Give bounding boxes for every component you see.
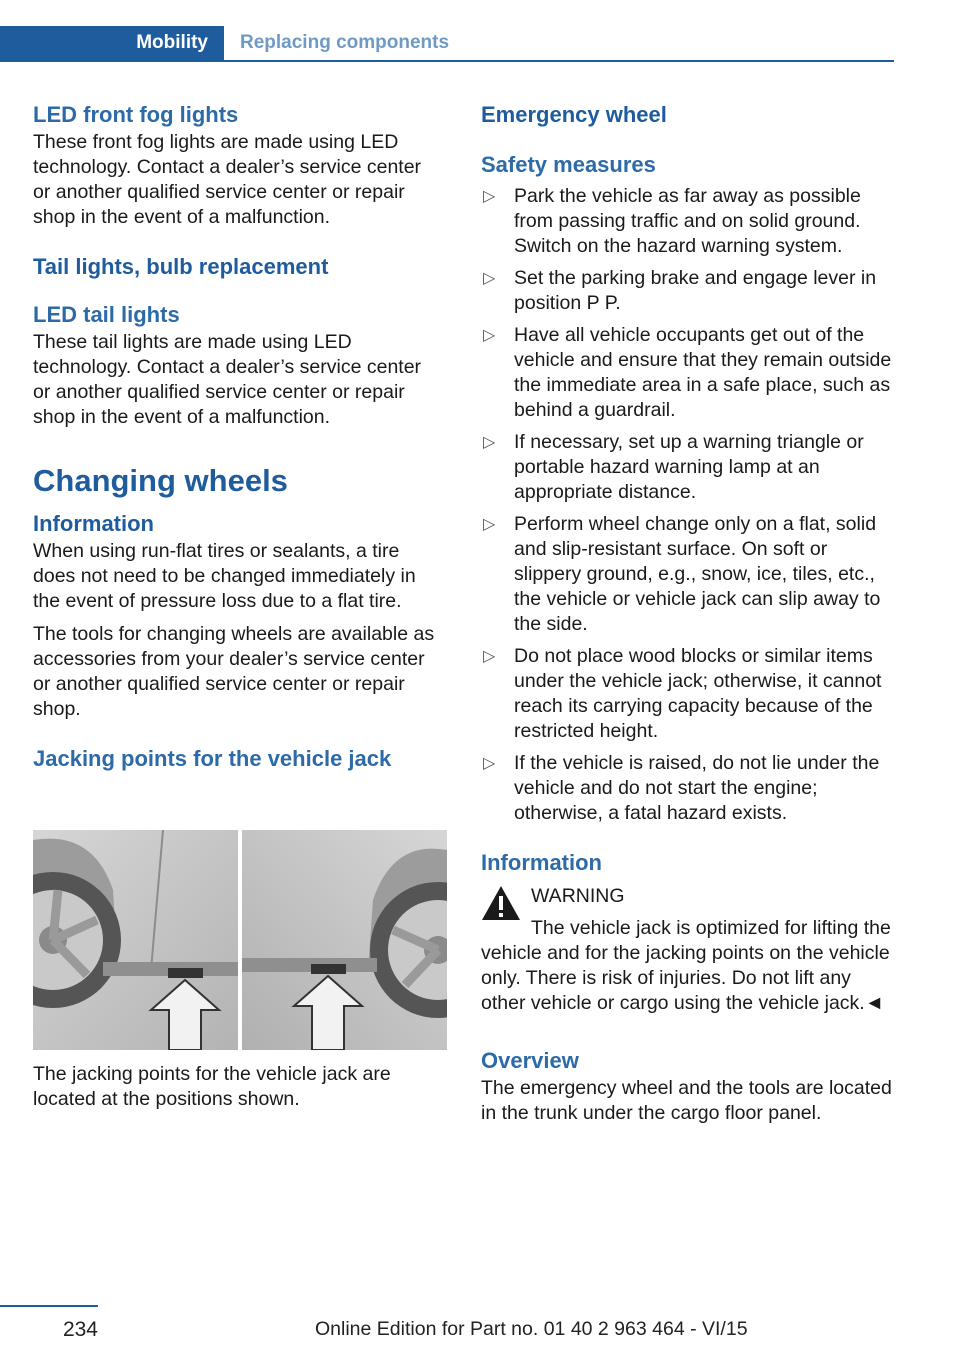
footer-divider [0, 1305, 98, 1307]
emergency-information-heading: Information [481, 850, 602, 875]
safety-measures-list [481, 184, 893, 826]
triangle-bullet-icon: ▷ [483, 270, 496, 287]
page-number: 234 [62, 1318, 98, 1341]
emergency-wheel-heading: Emergency wheel [481, 102, 667, 127]
triangle-bullet-icon: ▷ [483, 188, 496, 205]
jacking-points-caption: The jacking points for the vehicle jack are located at the positions shown. [33, 1063, 391, 1110]
triangle-bullet-icon: ▷ [483, 434, 496, 451]
jacking-points-illustration [33, 830, 447, 1050]
overview-text: The emergency wheel and the tools are located in the trunk under the cargo floor panel. [481, 1077, 892, 1124]
information-text-2: The tools for changing wheels are available as accessories from your dealer’s service center or another qualified service center or repair shop. [33, 623, 435, 720]
edition-text: Online Edition for Part no. 01 40 2 963 464 - VI/15 [315, 1318, 748, 1340]
warning-triangle-icon [481, 884, 521, 922]
safety-measures-heading: Safety measures [481, 152, 656, 177]
led-tail-lights-heading: LED tail lights [33, 302, 180, 327]
list-item: ▷ If the vehicle is raised, do not lie under the vehicle and do not start the engine; otherwise, a fatal hazard exists. [483, 752, 880, 824]
changing-wheels-heading: Changing wheels [33, 463, 288, 498]
information-heading: Information [33, 511, 154, 536]
section-tab-replacing-components[interactable]: Replacing components [240, 32, 450, 53]
jacking-points-heading: Jacking points for the vehicle jack [33, 746, 392, 771]
tail-lights-heading: Tail lights, bulb replacement [33, 254, 329, 279]
list-item: ▷ Set the parking brake and engage lever in position P P. [483, 267, 877, 314]
triangle-bullet-icon: ▷ [483, 327, 496, 344]
jacking-points-caption-block [33, 1062, 443, 1112]
warning-label: WARNING [531, 885, 625, 907]
list-item: ▷ Have all vehicle occupants get out of the vehicle and ensure that they remain outside the immediate area in a safe place, such as behind a guardrail. [483, 324, 892, 421]
triangle-bullet-icon: ▷ [483, 516, 496, 533]
list-item: ▷ If necessary, set up a warning triangle or portable hazard warning lamp at an appropriate distance. [483, 431, 864, 503]
list-item: ▷ Perform wheel change only on a flat, solid and slip-resistant surface. On soft or slippery ground, e.g., snow, ice, tiles, etc., the vehicle or vehicle jack can slip away to the side. [483, 513, 881, 635]
led-tail-lights-text: These tail lights are made using LED technology. Contact a dealer’s service center or another qualified service center or repair shop in the event of a malfunction. [33, 331, 422, 428]
triangle-bullet-icon: ▷ [483, 648, 496, 665]
page-header [0, 26, 894, 62]
right-column [481, 100, 893, 1126]
list-item: ▷ Do not place wood blocks or similar items under the vehicle jack; otherwise, it cannot reach its carrying capacity because of the restricted height. [483, 645, 882, 742]
fog-lights-heading: LED front fog lights [33, 102, 239, 127]
information-text-1: When using run-flat tires or sealants, a tire does not need to be changed immediately in the event of pressure loss due to a flat tire. [33, 540, 416, 612]
fog-lights-text: These front fog lights are made using LED technology. Contact a dealer’s service center or another qualified service center or repair shop in the event of a malfunction. [33, 131, 422, 228]
triangle-bullet-icon: ▷ [483, 755, 496, 772]
section-tab-mobility[interactable]: Mobility [0, 26, 224, 60]
warning-block [481, 884, 893, 1016]
overview-heading: Overview [481, 1048, 579, 1073]
warning-text: The vehicle jack is optimized for lifting the vehicle and for the jacking points on the vehicle only. There is risk of injuries. Do not lift any other vehicle or cargo using the vehicle jack.◄ [481, 917, 891, 1014]
header-divider [0, 60, 894, 62]
list-item: ▷ Park the vehicle as far away as possible from passing traffic and on solid ground. Switch on the hazard warning system. [483, 185, 861, 257]
left-column [33, 100, 443, 774]
